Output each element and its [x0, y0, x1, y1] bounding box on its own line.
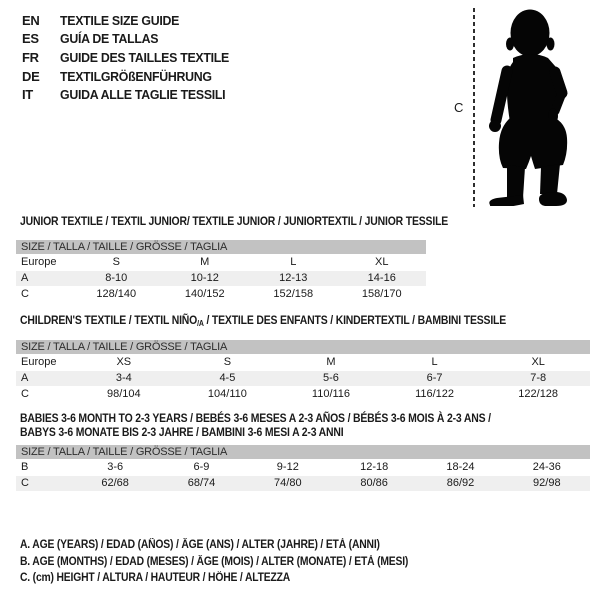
- babies-section-title-line1: BABIES 3-6 MONTH TO 2-3 YEARS / BEBÉS 3-6 MESES A 2-3 AÑOS / BÉBÉS 3-6 MOIS À 2-3 ANS /: [20, 411, 491, 425]
- footnote-a-age-years: A. AGE (YEARS) / EDAD (AÑOS) / ÂGE (ANS) / ALTER (JAHRE) / ETÀ (ANNI): [20, 539, 380, 551]
- junior-table-size-header: SIZE / TALLA / TAILLE / GRÖSSE / TAGLIA: [16, 240, 426, 254]
- language-code: FR: [22, 49, 39, 65]
- row-cell: 18-24: [446, 461, 475, 473]
- row-cell: 10-12: [190, 272, 219, 284]
- row-cell: 98/104: [106, 388, 141, 400]
- language-label: GUÍA DE TALLAS: [60, 31, 159, 47]
- table-row-age-months: [16, 460, 590, 475]
- children-title-pre: CHILDREN'S TEXTILE / TEXTIL NIÑO: [20, 313, 198, 327]
- row-cell: 152/158: [273, 288, 314, 300]
- table-row-age: [16, 271, 426, 286]
- height-measure-label: C: [454, 100, 464, 115]
- language-code: ES: [22, 31, 39, 47]
- row-label: C: [21, 288, 29, 300]
- row-label: A: [21, 372, 29, 384]
- children-section-title: [20, 313, 506, 328]
- row-cell: S: [223, 356, 232, 368]
- row-label: Europe: [21, 356, 57, 368]
- row-cell: 122/128: [518, 388, 559, 400]
- row-cell: 74/80: [274, 477, 302, 489]
- babies-table-size-header: SIZE / TALLA / TAILLE / GRÖSSE / TAGLIA: [16, 445, 590, 459]
- language-label: TEXTILGRÖßENFÜHRUNG: [60, 68, 212, 84]
- row-label: C: [21, 477, 29, 489]
- row-cell: L: [290, 256, 297, 268]
- row-cell: 116/122: [415, 388, 455, 400]
- language-row-de: [22, 67, 238, 86]
- row-cell: 8-10: [105, 272, 128, 284]
- footnotes: [20, 537, 451, 587]
- row-cell: 86/92: [446, 477, 475, 489]
- row-cell: 110/116: [311, 388, 351, 400]
- language-code: EN: [22, 12, 40, 28]
- language-label: TEXTILE SIZE GUIDE: [60, 12, 180, 28]
- row-cell: 140/152: [184, 288, 225, 300]
- table-row-height: [16, 287, 426, 302]
- row-cell: 6-9: [193, 461, 210, 473]
- row-cell: 5-6: [323, 372, 339, 384]
- language-row-en: [22, 11, 238, 30]
- row-cell: 62/68: [101, 477, 129, 489]
- row-cell: 104/110: [207, 388, 247, 400]
- language-row-es: [22, 30, 238, 49]
- row-cell: 3-6: [107, 461, 124, 473]
- row-label: A: [21, 272, 29, 284]
- row-cell: M: [326, 356, 336, 368]
- row-cell: 158/170: [361, 288, 402, 300]
- table-row-europe: [16, 355, 590, 370]
- row-label: C: [21, 388, 29, 400]
- row-cell: 9-12: [276, 461, 299, 473]
- babies-size-table: [16, 445, 590, 492]
- row-cell: 12-13: [279, 272, 308, 284]
- row-label: Europe: [21, 256, 57, 268]
- table-row-age: [16, 371, 590, 386]
- table-row-europe: [16, 255, 426, 270]
- junior-size-table: [16, 240, 426, 303]
- row-cell: 12-18: [360, 461, 389, 473]
- row-cell: 6-7: [426, 372, 443, 384]
- row-cell: 7-8: [530, 372, 547, 384]
- language-label: GUIDA ALLE TAGLIE TESSILI: [60, 87, 226, 103]
- table-row-height: [16, 476, 590, 491]
- language-row-it: [22, 85, 238, 104]
- row-cell: S: [112, 256, 120, 268]
- children-table-size-header: SIZE / TALLA / TAILLE / GRÖSSE / TAGLIA: [16, 340, 590, 354]
- row-cell: 24-36: [532, 461, 561, 473]
- height-measure-dotted-line: [473, 8, 475, 207]
- row-cell: 4-5: [219, 372, 236, 384]
- junior-section-title: JUNIOR TEXTILE / TEXTIL JUNIOR/ TEXTILE JUNIOR / JUNIORTEXTIL / JUNIOR TESSILE: [20, 214, 449, 228]
- babies-section-title-line2: BABYS 3-6 MONATE BIS 2-3 JAHRE / BAMBINI 3-6 MESI A 2-3 ANNI: [20, 425, 344, 439]
- children-title-subscript: /A: [197, 319, 204, 328]
- children-title-post: / TEXTILE DES ENFANTS / KINDERTEXTIL / BAMBINI TESSILE: [203, 313, 507, 327]
- footnote-b-age-months: B. AGE (MONTHS) / EDAD (MESES) / ÂGE (MOIS) / ALTER (MONATE) / ETÀ (MESI): [20, 555, 409, 568]
- row-cell: 14-16: [367, 272, 396, 284]
- children-size-table: [16, 340, 590, 403]
- language-code: DE: [22, 68, 40, 84]
- row-cell: 92/98: [533, 477, 561, 489]
- row-cell: 80/86: [360, 477, 388, 489]
- row-label: B: [21, 461, 29, 473]
- language-list: [22, 11, 238, 104]
- language-code: IT: [22, 87, 33, 103]
- language-label: GUIDE DES TAILLES TEXTILE: [60, 49, 229, 65]
- row-cell: 68/74: [187, 477, 216, 489]
- row-cell: L: [431, 356, 438, 368]
- table-row-height: [16, 387, 590, 402]
- row-cell: XL: [375, 256, 389, 268]
- row-cell: XL: [531, 356, 545, 368]
- row-cell: XS: [116, 356, 132, 368]
- language-row-fr: [22, 48, 238, 67]
- row-cell: 3-4: [115, 372, 132, 384]
- row-cell: 128/140: [96, 288, 137, 300]
- row-cell: M: [200, 256, 210, 268]
- baby-silhouette: [487, 8, 575, 206]
- footnote-c-height: C. (cm) HEIGHT / ALTURA / HAUTEUR / HÖHE / ALTEZZA: [20, 572, 291, 584]
